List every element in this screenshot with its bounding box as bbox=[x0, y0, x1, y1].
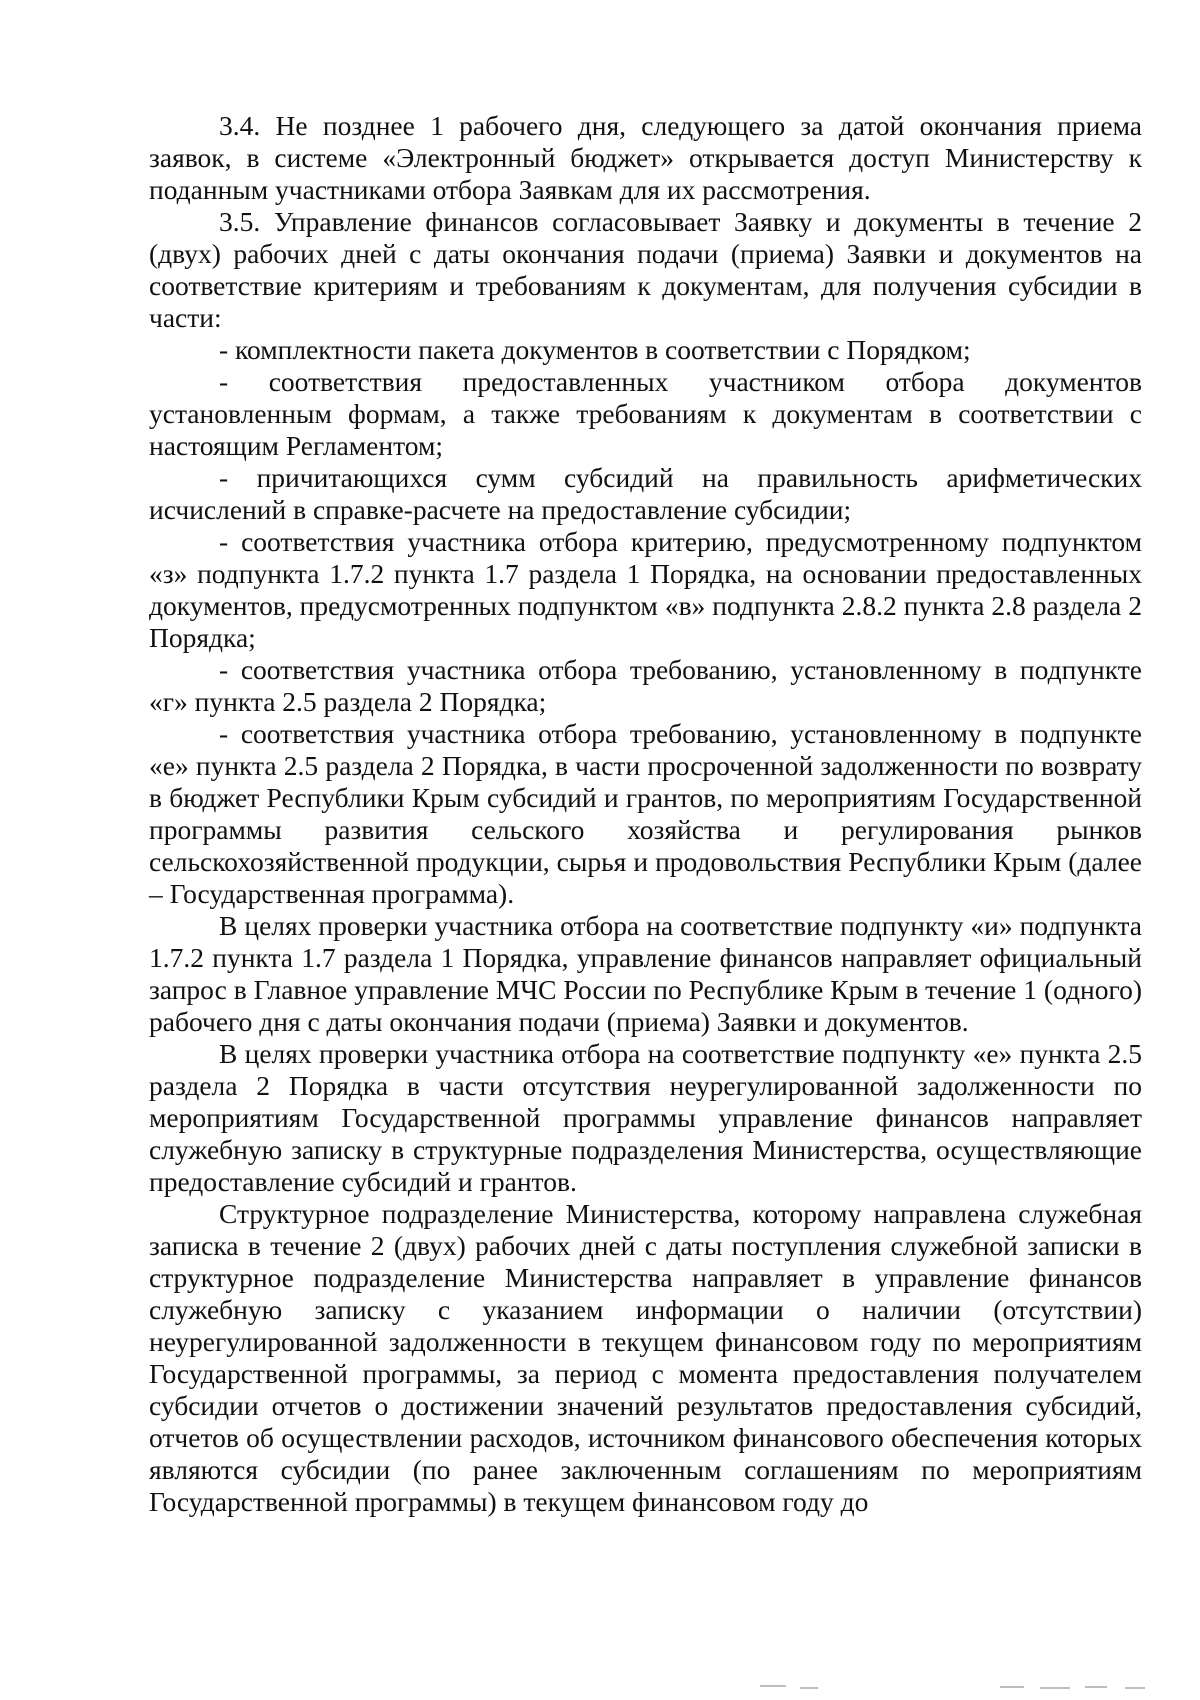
paragraph-structural-unit: Структурное подразделение Министерства, которому направлена служебная записка в течение 2 (двух) рабочих дней с даты поступления служебной записки в структурное подразделение Министерства направляет в управление финансов служебную записку с указанием информации о наличии (отсутствии) неурегулированной задолженности в текущем финансовом году по мероприятиям Государственной программы, за период с момента предоставления получателем субсидии отчетов о достижении значений результатов предоставления субсидий, отчетов об осуществлении расходов, источником финансового обеспечения которых являются субсидии (по ранее заключенным соглашениям по мероприятиям Государственной программы) в текущем финансовом году до bbox=[149, 1198, 1142, 1517]
list-item-arithmetic-check: - причитающихся сумм субсидий на правильность арифметических исчислений в справке-расчете на предоставление субсидии; bbox=[149, 462, 1142, 525]
paragraph-3-5: 3.5. Управление финансов согласовывает Заявку и документы в течение 2 (двух) рабочих дней с даты окончания подачи (приема) Заявки и документов на соответствие критериям и требованиям к документам, для получения субсидии в части: bbox=[149, 206, 1142, 333]
paragraph-mchs-request: В целях проверки участника отбора на соответствие подпункту «и» подпункта 1.7.2 пункта 1.7 раздела 1 Порядка, управление финансов направляет официальный запрос в Главное управление МЧС России по Республике Крым в течение 1 (одного) рабочего дня с даты окончания подачи (приема) Заявки и документов. bbox=[149, 910, 1142, 1037]
scan-artifact-mark bbox=[1085, 1686, 1107, 1688]
list-item-forms-compliance: - соответствия предоставленных участником отбора документов установленным формам, а также требованиям к документам в соответствии с настоящим Регламентом; bbox=[149, 366, 1142, 461]
list-item-requirement-g: - соответствия участника отбора требованию, установленному в подпункте «г» пункта 2.5 раздела 2 Порядка; bbox=[149, 654, 1142, 717]
scan-artifact-mark bbox=[1000, 1686, 1024, 1688]
paragraph-debt-check: В целях проверки участника отбора на соответствие подпункту «е» пункта 2.5 раздела 2 Порядка в части отсутствия неурегулированной задолженности по мероприятиям Государственной программы управление финансов направляет служебную записку в структурные подразделения Министерства, осуществляющие предоставление субсидий и грантов. bbox=[149, 1038, 1142, 1197]
list-item-requirement-e: - соответствия участника отбора требованию, установленному в подпункте «е» пункта 2.5 раздела 2 Порядка, в части просроченной задолженности по возврату в бюджет Республики Крым субсидий и грантов, по мероприятиям Государственной программы развития сельского хозяйства и регулирования рынков сельскохозяйственной продукции, сырья и продовольствия Республики Крым (далее – Государственная программа). bbox=[149, 718, 1142, 909]
scan-artifact-mark bbox=[800, 1687, 818, 1689]
document-body bbox=[149, 110, 1142, 1518]
list-item-completeness: - комплектности пакета документов в соответствии с Порядком; bbox=[219, 334, 971, 365]
scan-artifact-mark bbox=[760, 1685, 786, 1687]
paragraph-3-4: 3.4. Не позднее 1 рабочего дня, следующего за датой окончания приема заявок, в системе «Электронный бюджет» открывается доступ Министерству к поданным участниками отбора Заявкам для их рассмотрения. bbox=[149, 110, 1142, 205]
scan-artifact-mark bbox=[1040, 1687, 1070, 1689]
list-item-criterion-z: - соответствия участника отбора критерию, предусмотренному подпунктом «з» подпункта 1.7.2 пункта 1.7 раздела 1 Порядка, на основании предоставленных документов, предусмотренных подпунктом «в» подпункта 2.8.2 пункта 2.8 раздела 2 Порядка; bbox=[149, 526, 1142, 653]
scan-artifact-mark bbox=[1125, 1687, 1145, 1689]
